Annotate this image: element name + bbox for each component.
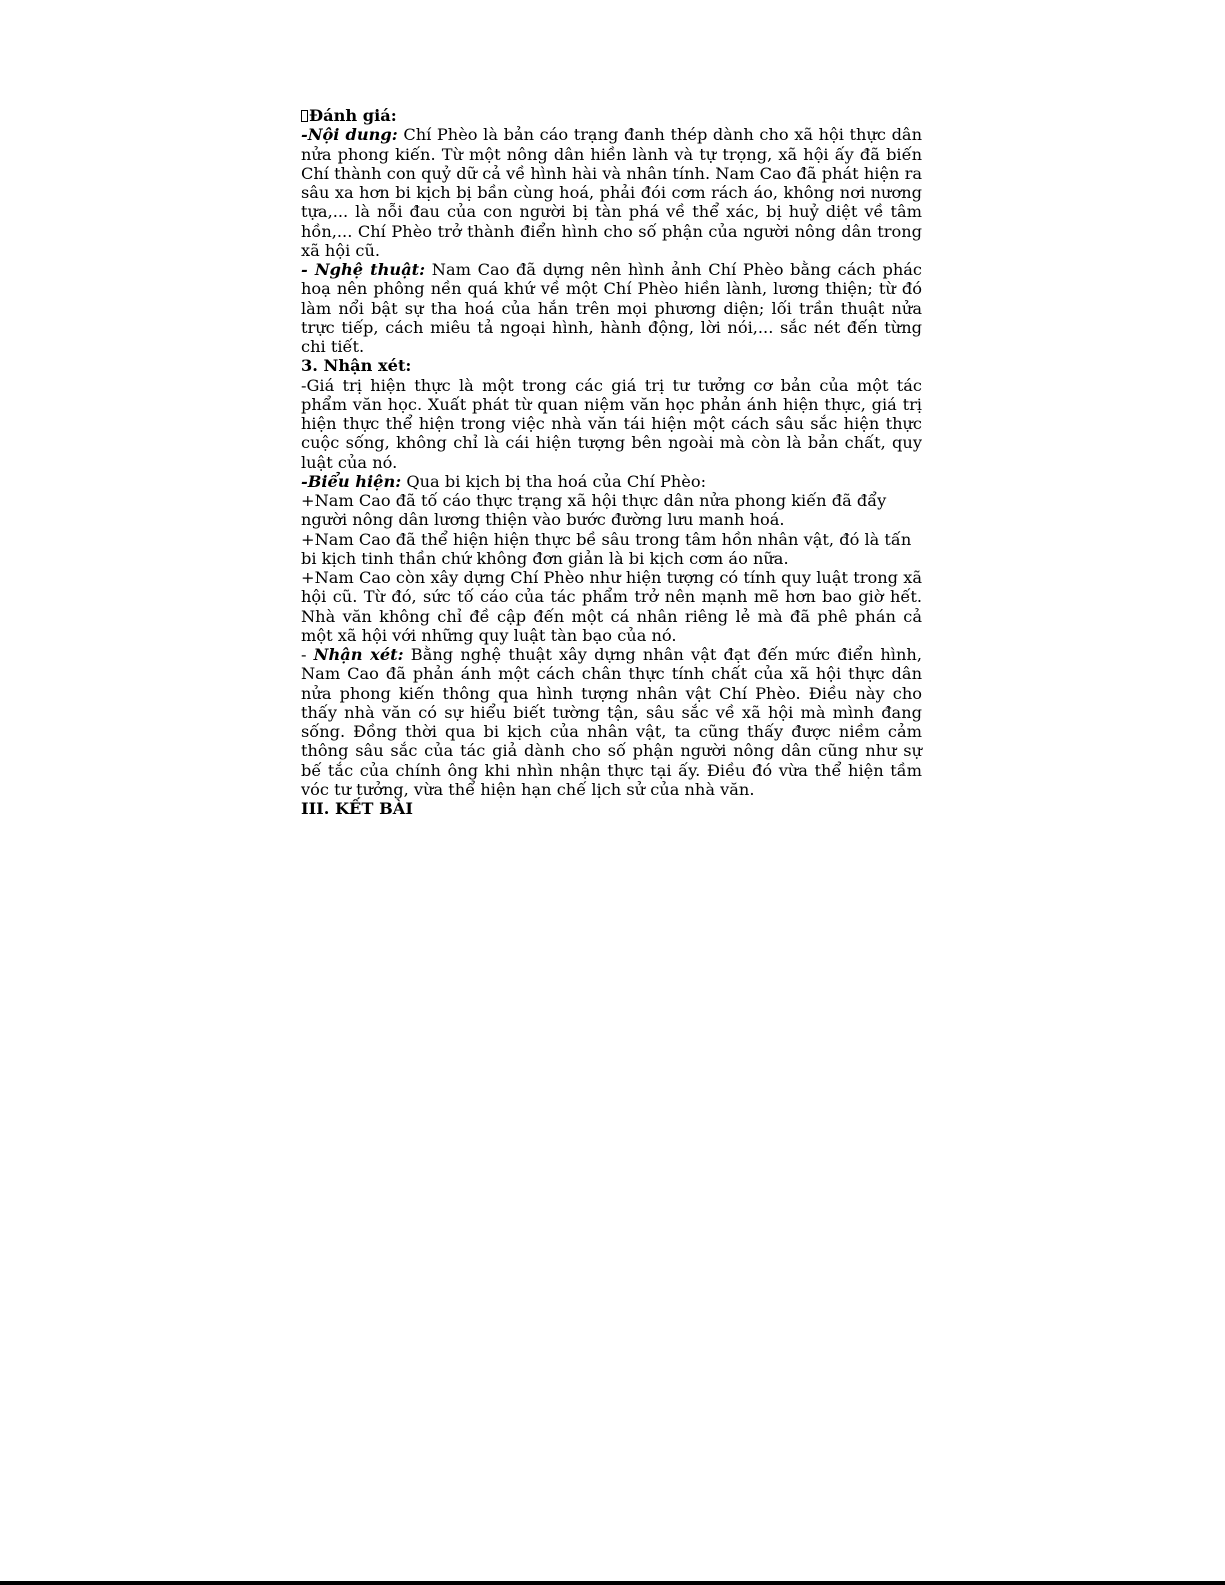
nghe-thuat-text: Nam Cao đã dựng nên hình ảnh Chí Phèo bằng cách phác hoạ nên phông nền quá khứ về một Chí Phèo hiền lành, lương thiện; từ đó làm nổi bật sự tha hoá của hắn trên mọi phương diện; lối trần thuật nửa trực tiếp, cách miêu tả ngoại hình, hành động, lời nói,... sắc nét đến từng chi tiết. — [301, 260, 922, 356]
nghe-thuat-label: - Nghệ thuật: — [301, 260, 426, 279]
danh-gia-heading — [301, 106, 922, 125]
bullet-paragraph-2: +Nam Cao đã thể hiện hiện thực bề sâu trong tâm hồn nhân vật, đó là tấn bi kịch tinh thần chứ không đơn giản là bi kịch cơm áo nữa. — [301, 529, 912, 568]
nhan-xet-prefix: - — [301, 645, 314, 664]
bieu-hien-paragraph — [301, 472, 922, 491]
nhan-xet-label: Nhận xét: — [313, 645, 404, 664]
bieu-hien-text: Qua bi kịch bị tha hoá của Chí Phèo: — [401, 471, 707, 491]
nhan-xet-paragraph — [301, 645, 922, 799]
gia-tri-paragraph: -Giá trị hiện thực là một trong các giá trị tư tưởng cơ bản của một tác phẩm văn học. Xuất phát từ quan niệm văn học phản ánh hiện thực, giá trị hiện thực thể hiện trong việc nhà văn tái hiện một cách sâu sắc hiện thực cuộc sống, không chỉ là cái hiện tượng bên ngoài mà còn là bản chất, quy luật của nó. — [301, 375, 922, 472]
ket-bai-heading: III. KẾT BÀI — [301, 799, 413, 818]
bottom-border — [0, 1581, 1225, 1585]
bieu-hien-label: -Biểu hiện: — [301, 471, 402, 491]
danh-gia-heading-text: Đánh giá: — [309, 106, 397, 125]
noi-dung-label: -Nội dung: — [301, 125, 398, 145]
document-body — [301, 106, 922, 818]
nghe-thuat-paragraph — [301, 260, 922, 356]
noi-dung-text: Chí Phèo là bản cáo trạng đanh thép dành cho xã hội thực dân nửa phong kiến. Từ một nông dân hiền lành và tự trọng, xã hội ấy đã biến Chí thành con quỷ dữ cả về hình hài và nhân tính. Nam Cao đã phát hiện ra sâu xa hơn bi kịch bị bần cùng hoá, phải đói cơm rách áo, không nơi nương tựa,... là nỗi đau của con người bị tàn phá về thể xác, bị huỷ diệt về tâm hồn,... Chí Phèo trở thành điển hình cho số phận của người nông dân trong xã hội cũ. — [301, 125, 923, 260]
noi-dung-paragraph — [301, 125, 922, 260]
bullet-paragraph-1: +Nam Cao đã tố cáo thực trạng xã hội thực dân nửa phong kiến đã đẩy người nông dân lương thiện vào bước đường lưu manh hoá. — [301, 491, 887, 530]
bullet-paragraph-3: +Nam Cao còn xây dựng Chí Phèo như hiện tượng có tính quy luật trong xã hội cũ. Từ đó, sức tố cáo của tác phẩm trở nên mạnh mẽ hơn bao giờ hết. Nhà văn không chỉ đề cập đến một cá nhân riêng lẻ mà đã phê phán cả một xã hội với những quy luật tàn bạo của nó. — [301, 568, 922, 645]
nhan-xet-section-heading: 3. Nhận xét: — [301, 356, 412, 376]
nhan-xet-text: Bằng nghệ thuật xây dựng nhân vật đạt đến mức điển hình, Nam Cao đã phản ánh một cách chân thực tính chất của xã hội thực dân nửa phong kiến thông qua hình tượng nhân vật Chí Phèo. Điều này cho thấy nhà văn có sự hiểu biết tường tận, sâu sắc về xã hội mà mình đang sống. Đồng thời qua bi kịch của nhân vật, ta cũng thấy được niềm cảm thông sâu sắc của tác giả dành cho số phận người nông dân cũng như sự bế tắc của chính ông khi nhìn nhận thực tại ấy. Điều đó vừa thể hiện tầm vóc tư tưởng, vừa thể hiện hạn chế lịch sử của nhà văn. — [301, 645, 922, 799]
bullet-symbol-icon — [301, 110, 308, 122]
